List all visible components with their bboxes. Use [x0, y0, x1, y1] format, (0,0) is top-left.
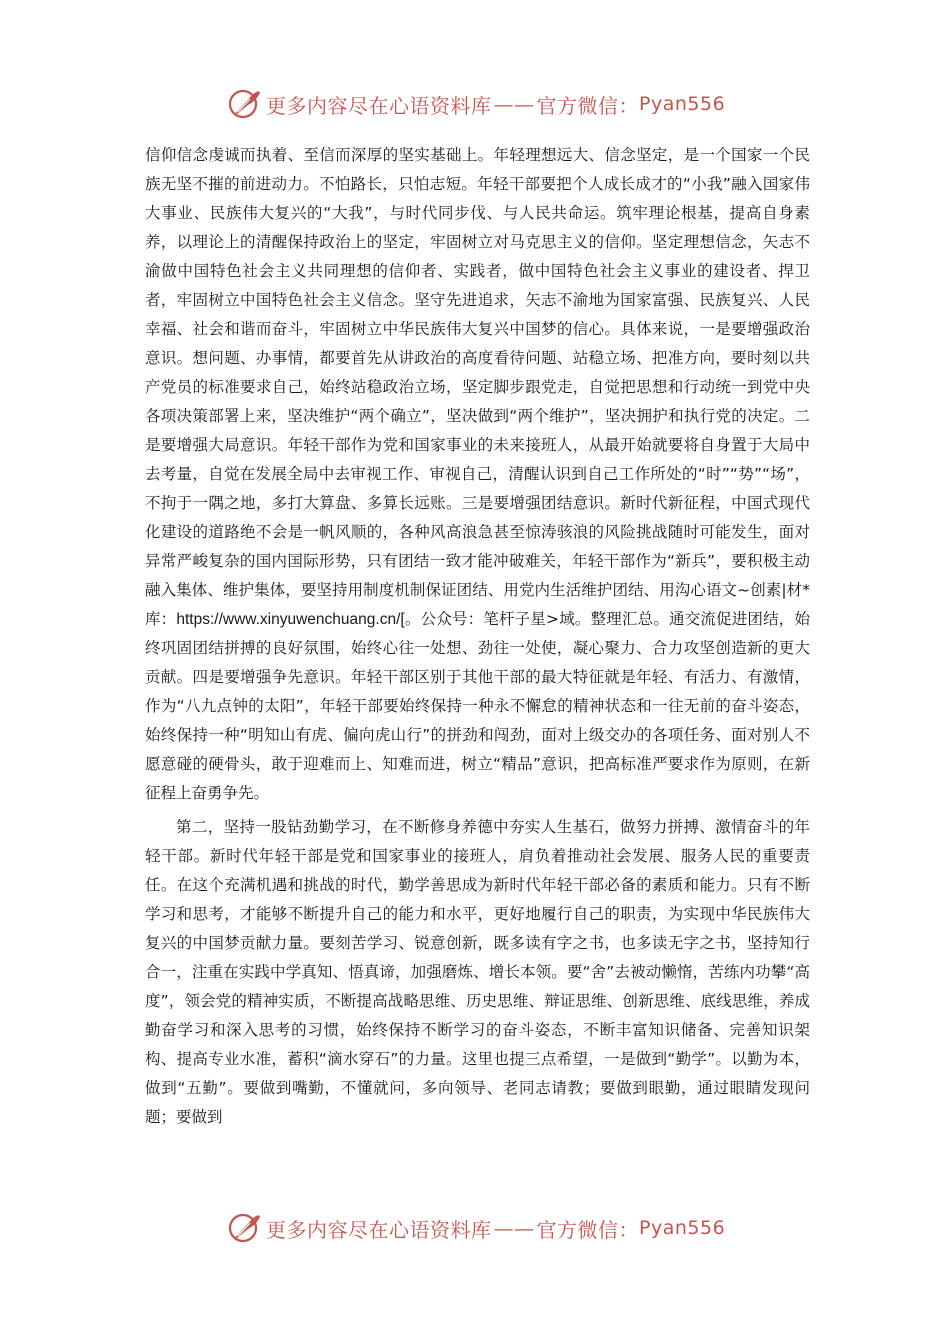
- footer-banner-dash: ——: [493, 1216, 535, 1240]
- paragraph-1-part-2: 。公众号：笔杆子星>域。整理汇总。通交流促进团结，始终巩固团结拼搏的良好氛围，始终心往一处想、劲往一处使，凝心聚力、合力攻坚创造新的更大贡献。四是要增强争先意识。年轻干部区别于其他干部的最大特征就是年轻、有活力、有激情，作为“八九点钟的太阳”，年轻干部要始终保持一种永不懈怠的精神状态和一往无前的奋斗姿态，始终保持一种“明知山有虎、偏向虎山行”的拼劲和闯劲，面对上级交办的各项任务、面对别人不愿意碰的硬骨头，敢于迎难而上、知难而进，树立“精品”意识，把高标准严要求作为原则，在新征程上奋勇争先。: [145, 610, 810, 802]
- paragraph-2: 第二，坚持一股钻劲勤学习，在不断修身养德中夯实人生基石，做努力拼搏、激情奋斗的年轻干部。新时代年轻干部是党和国家事业的接班人，肩负着推动社会发展、服务人民的重要责任。在这个充满机遇和挑战的时代，勤学善思成为新时代年轻干部必备的素质和能力。只有不断学习和思考，才能够不断提升自己的能力和水平，更好地履行自己的职责，为实现中华民族伟大复兴的中国梦贡献力量。要刻苦学习、锐意创新，既多读有字之书，也多读无字之书，坚持知行合一，注重在实践中学真知、悟真谛，加强磨炼、增长本领。要“舍”去被动懒惰，苦练内功攀“高度”，领会党的精神实质，不断提高战略思维、历史思维、辩证思维、创新思维、底线思维，养成勤奋学习和深入思考的习惯，始终保持不断学习的奋斗姿态，不断丰富知识储备、完善知识架构、提高专业水准，蓄积“滴水穿石”的力量。这里也提三点希望，一是做到“勤学”。以勤为本，做到“五勤”。要做到嘴勤，不懂就问，多向领导、老同志请教；要做到眼勤，通过眼睛发现问题；要做到: [145, 818, 810, 1126]
- quill-logo-icon: [228, 1211, 262, 1245]
- footer-banner-title: 更多内容尽在心语资料库: [266, 1217, 492, 1242]
- header-banner: [228, 84, 728, 124]
- source-url-link[interactable]: https://www.xinyuwenchuang.cn/[: [176, 611, 405, 628]
- footer-banner: [228, 1208, 728, 1248]
- paragraph-1: [145, 141, 810, 808]
- quill-logo-icon: [228, 87, 262, 121]
- header-banner-wechat-id: Pyan556: [639, 93, 726, 115]
- footer-banner-wechat-label: 官方微信：: [536, 1217, 639, 1242]
- header-banner-dash: ——: [493, 92, 535, 116]
- paragraph-1-part-1: 信仰信念虔诚而执着、至信而深厚的坚实基础上。年轻理想远大、信念坚定，是一个国家一个民族无坚不摧的前进动力。不怕路长，只怕志短。年轻干部要把个人成长成才的“小我”融入国家伟大事业、民族伟大复兴的“大我”，与时代同步伐、与人民共命运。筑牢理论根基，提高自身素养，以理论上的清醒保持政治上的坚定，牢固树立对马克思主义的信仰。坚定理想信念，矢志不渝做中国特色社会主义共同理想的信仰者、实践者，做中国特色社会主义事业的建设者、捍卫者，牢固树立中国特色社会主义信念。坚守先进追求，矢志不渝地为国家富强、民族复兴、人民幸福、社会和谐而奋斗，牢固树立中华民族伟大复兴中国梦的信心。具体来说，一是要增强政治意识。想问题、办事情，都要首先从讲政治的高度看待问题、站稳立场、把准方向，要时刻以共产党员的标准要求自己，始终站稳政治立场，坚定脚步跟党走，自觉把思想和行动统一到党中央各项决策部署上来，坚决维护“两个确立”，坚决做到“两个维护”，坚决拥护和执行党的决定。二是要增强大局意识。年轻干部作为党和国家事业的未来接班人，从最开始就要将自身置于大局中去考量，自觉在发展全局中去审视工作、审视自己，清醒认识到自己工作所处的“时”“势”“场”，不拘于一隅之地，多打大算盘、多算长远账。三是要增强团结意识。新时代新征程，中国式现代化建设的道路绝不会是一帆风顺的，各种风高浪急甚至惊涛骇浪的风险挑战随时可能发生，面对异常严峻复杂的国内国际形势，只有团结一致才能冲破难关，年轻干部作为“新兵”，要积极主动融入集体、维护集体，要坚持用制度机制保证团结、用党内生活维护团结、用沟心语文~创素|材*库：: [145, 146, 810, 628]
- document-body: [145, 141, 810, 1132]
- header-banner-wechat-label: 官方微信：: [536, 93, 639, 118]
- footer-banner-wechat-id: Pyan556: [639, 1217, 726, 1239]
- header-banner-title: 更多内容尽在心语资料库: [266, 93, 492, 118]
